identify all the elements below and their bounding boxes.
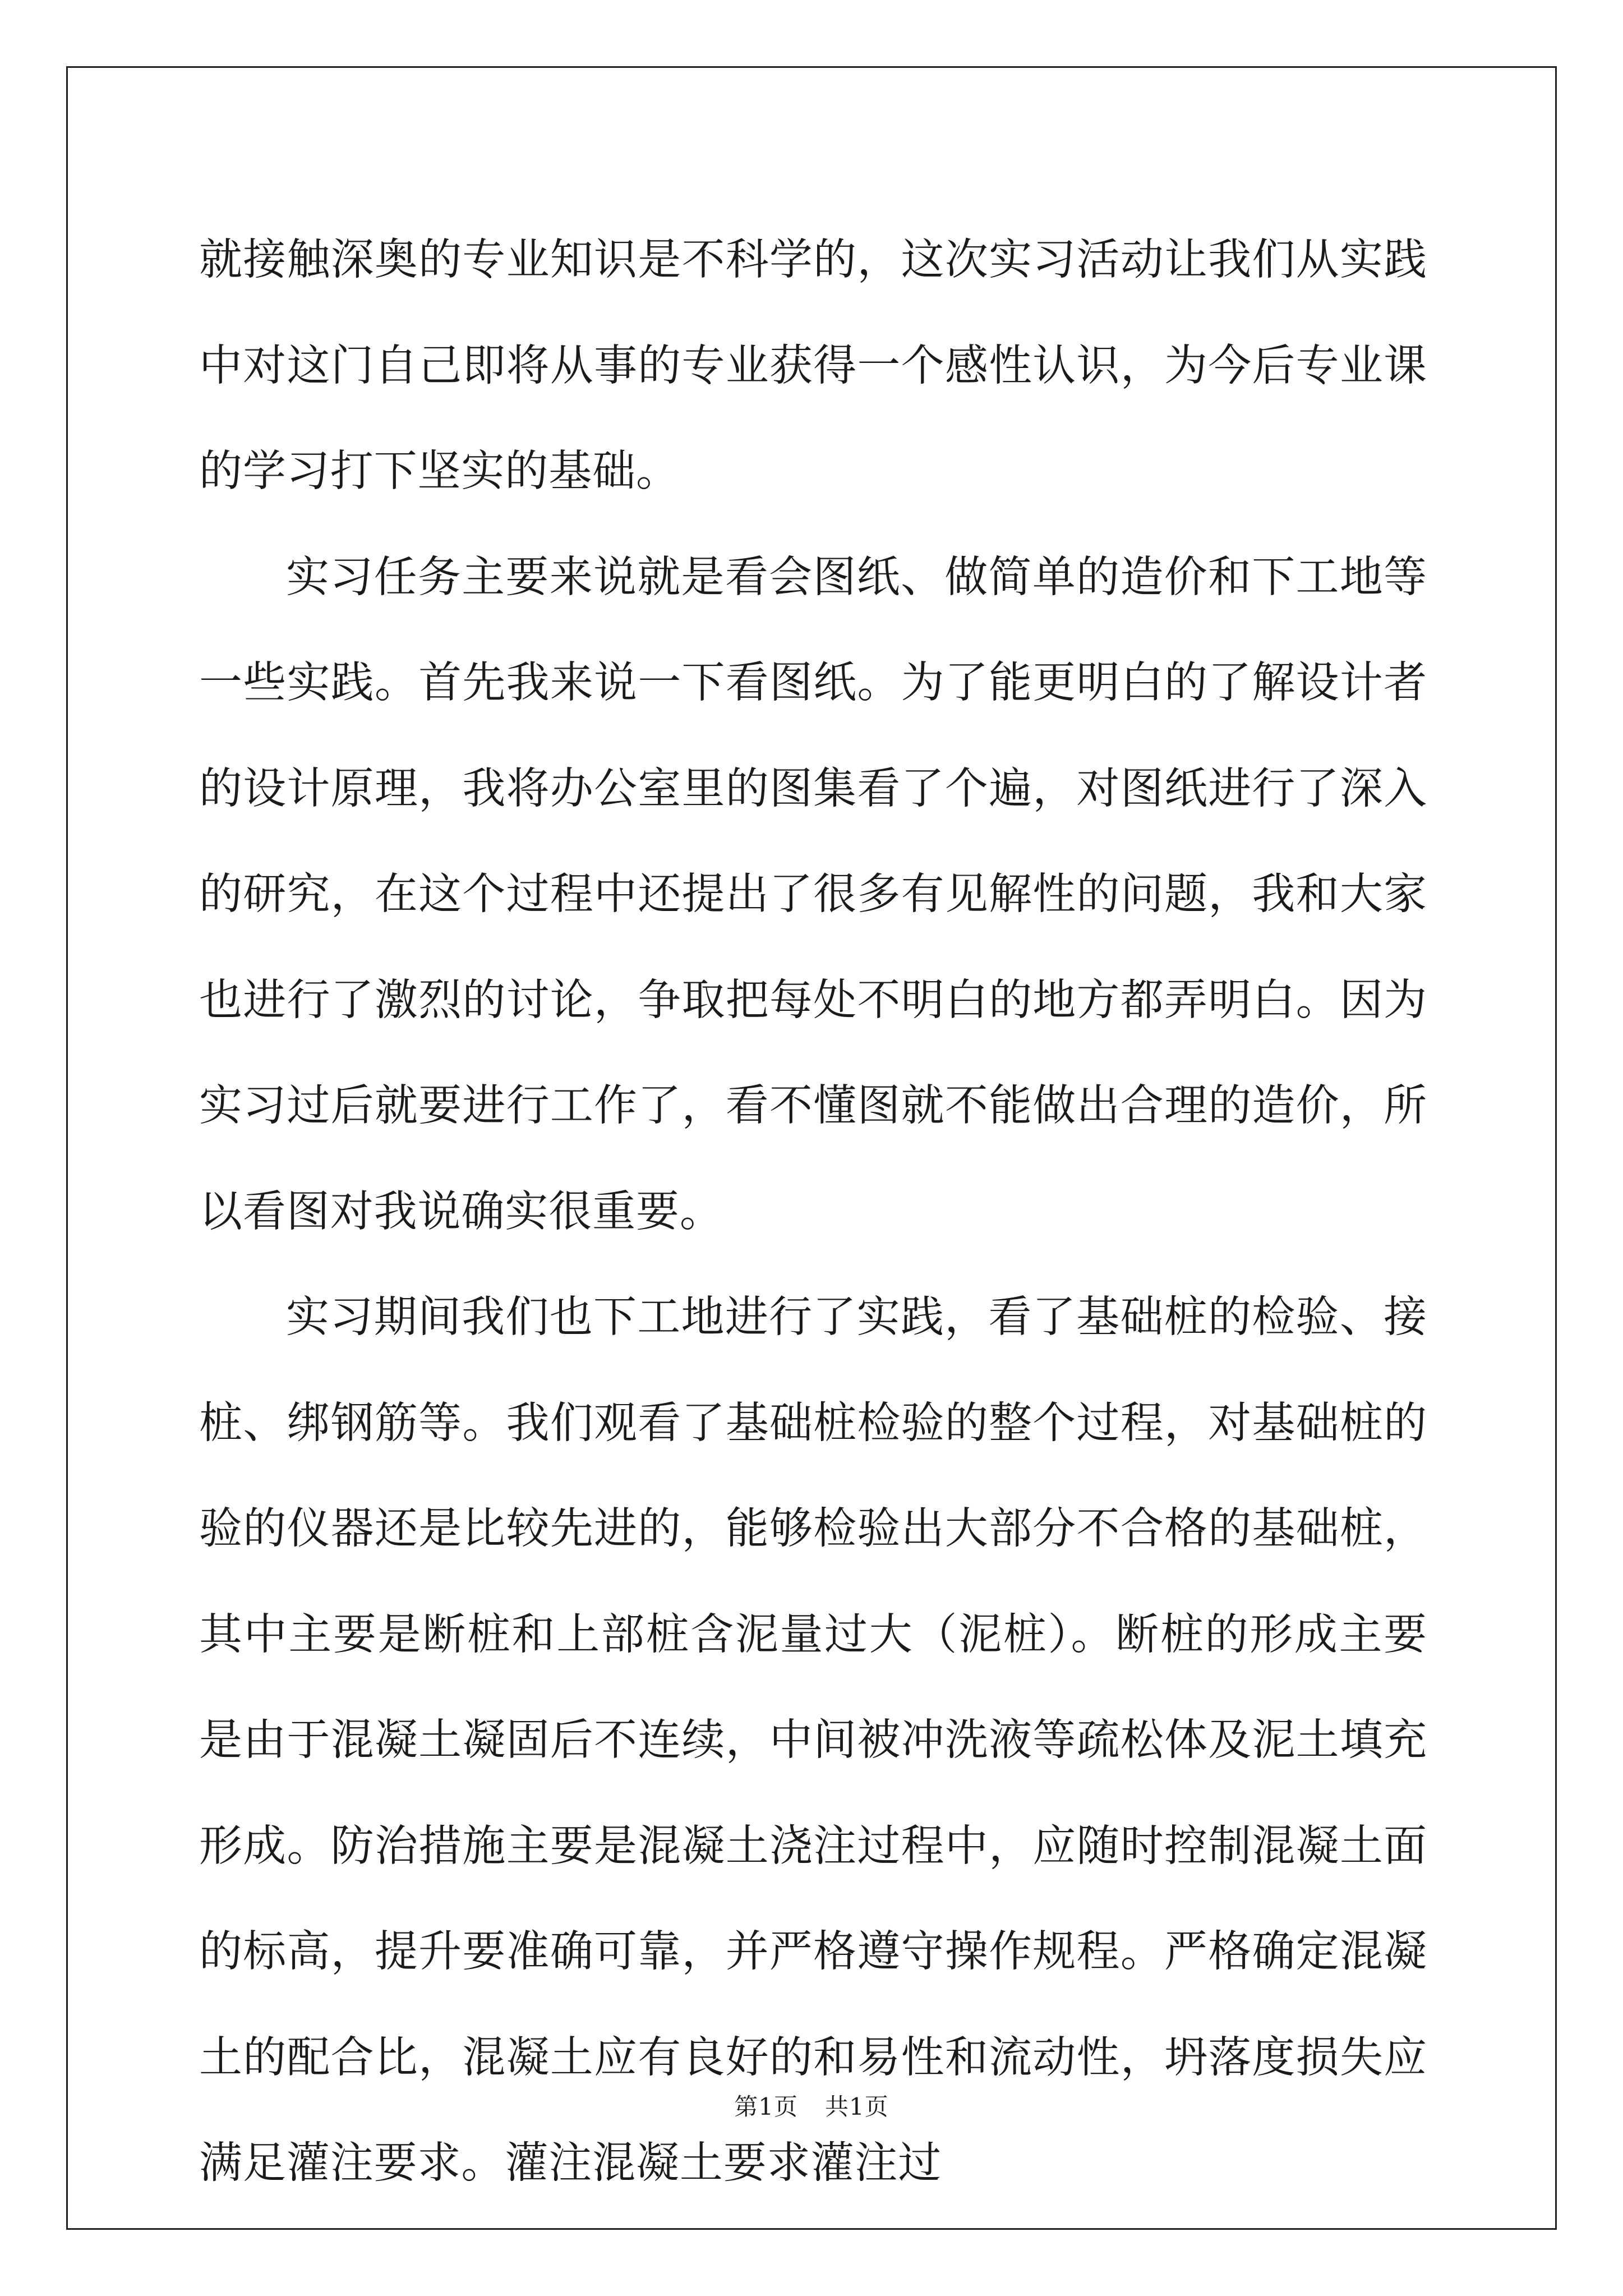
- page-total: 共1页: [825, 2093, 889, 2120]
- paragraph-3: 实习期间我们也下工地进行了实践，看了基础桩的检验、接桩、绑钢筋等。我们观看了基础桩检验的整个过程，对基础桩的验的仪器还是比较先进的，能够检验出大部分不合格的基础桩，其中主要是断桩和上部桩含泥量过大（泥桩）。断桩的形成主要是由于混凝土凝固后不连续，中间被冲洗液等疏松体及泥土填充形成。防治措施主要是混凝土浇注过程中，应随时控制混凝土面的标高，提升要准确可靠，并严格遵守操作规程。严格确定混凝土的配合比，混凝土应有良好的和易性和流动性，坍落度损失应满足灌注要求。灌注混凝土要求灌注过: [199, 1292, 1427, 2188]
- page-footer: [0, 2091, 1623, 2123]
- document-body: [199, 208, 1427, 2217]
- paragraph-2: 实习任务主要来说就是看会图纸、做简单的造价和下工地等一些实践。首先我来说一下看图纸。为了能更明白的了解设计者的设计原理，我将办公室里的图集看了个遍，对图纸进行了深入的研究，在这个过程中还提出了很多有见解性的问题，我和大家也进行了激烈的讨论，争取把每处不明白的地方都弄明白。因为实习过后就要进行工作了，看不懂图就不能做出合理的造价，所以看图对我说确实很重要。: [199, 552, 1427, 1237]
- page-number: 第1页: [734, 2093, 798, 2120]
- paragraph-1: 就接触深奥的专业知识是不科学的，这次实习活动让我们从实践中对这门自己即将从事的专业获得一个感性认识，为今后专业课的学习打下坚实的基础。: [199, 235, 1427, 496]
